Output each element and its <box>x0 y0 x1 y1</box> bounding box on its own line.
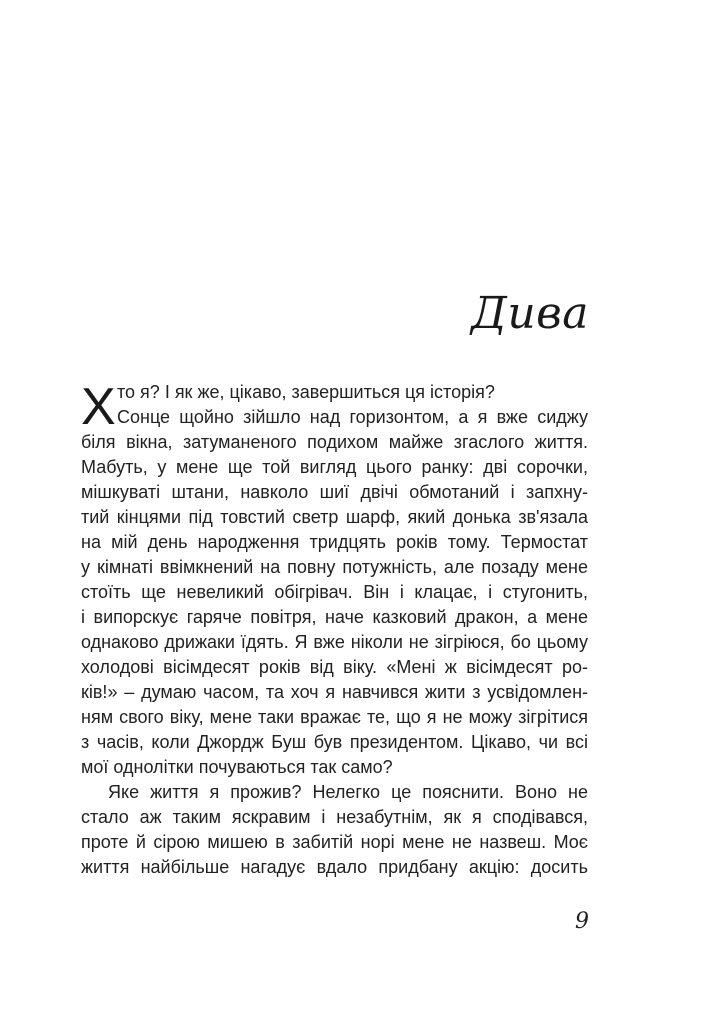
text-line: то я? І як же, цікаво, завершиться ця історія? <box>117 382 495 402</box>
text-line: мої однолітки почуваються так само? <box>81 757 393 777</box>
text-line: життя найбільше нагадує вдало придбану акцію: досить <box>81 857 588 877</box>
text-line: у кімнаті ввімкнений на повну потужність, але позаду мене <box>81 557 588 577</box>
text-line: холодові вісімдесят років від віку. «Мені ж вісімдесят ро- <box>81 657 588 677</box>
text-line: Мабуть, у мене ще той вигляд цього ранку: дві сорочки, <box>81 457 588 477</box>
text-line: Сонце щойно зійшло над горизонтом, а я вже сиджу <box>117 407 588 427</box>
text-line: стоїть ще невеликий обігрівач. Він і клацає, і стугонить, <box>81 582 588 602</box>
text-line: однаково дрижаки їдять. Я вже ніколи не зігріюся, бо цьому <box>81 632 588 652</box>
text-line: і випорскує гаряче повітря, наче казковий дракон, а мене <box>81 607 588 627</box>
text-line: проте й сірою мишею в забитій норі мене не назвеш. Моє <box>81 832 588 852</box>
text-line: ків!» – думаю часом, та хоч я навчився жити з усвідомлен- <box>81 682 588 702</box>
text-line: Яке життя я прожив? Нелегко це пояснити. Воно не <box>108 782 588 802</box>
text-line: стало аж таким яскравим і незабутнім, як я сподівався, <box>81 807 588 827</box>
text-line: мішкуваті штани, навколо шиї двічі обмотаний і запхну- <box>81 482 588 502</box>
text-line: біля вікна, затуманеного подихом майже згаслого життя. <box>81 432 588 452</box>
page-number: 9 <box>575 909 589 934</box>
drop-cap: Х <box>81 378 116 436</box>
body-text <box>81 380 588 880</box>
text-line: з часів, коли Джордж Буш був президентом. Цікаво, чи всі <box>81 732 588 752</box>
text-line: ням свого віку, мене таки вражає те, що я не можу зігрітися <box>81 707 588 727</box>
chapter-title: Дива <box>471 288 589 339</box>
text-line: на мій день народження тридцять років тому. Термостат <box>81 532 588 552</box>
text-line: тий кінцями під товстий светр шарф, який донька зв'язала <box>81 507 588 527</box>
